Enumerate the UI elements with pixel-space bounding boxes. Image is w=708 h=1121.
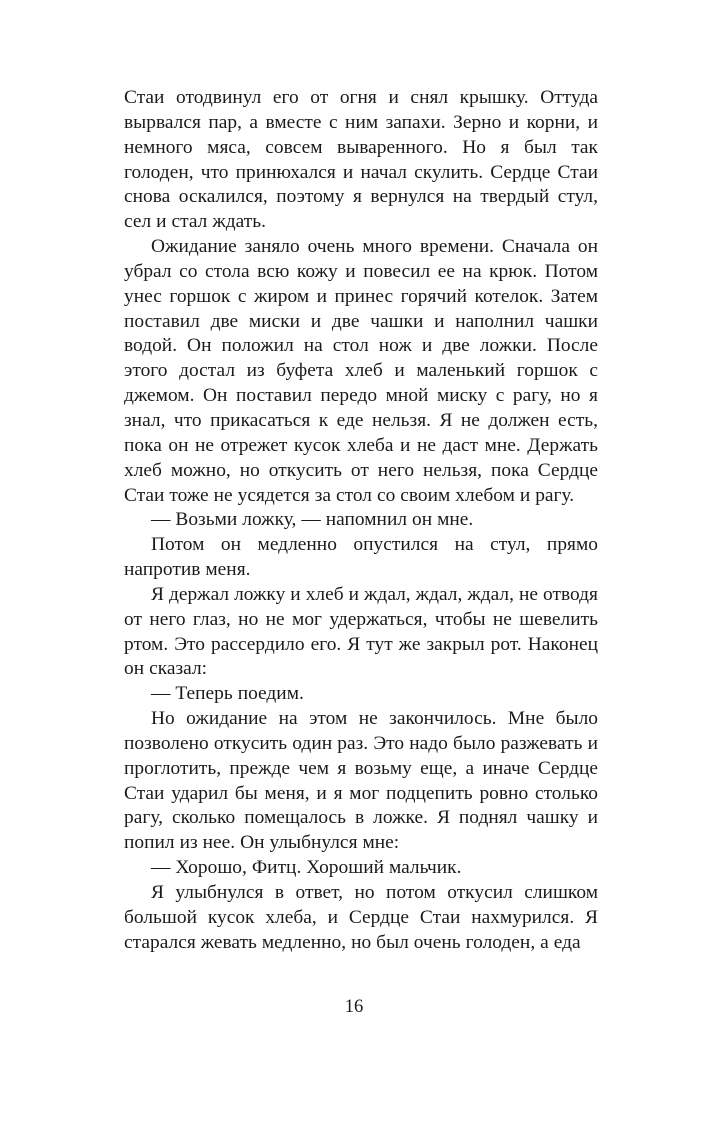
dialogue-paragraph: — Теперь поедим. bbox=[151, 683, 304, 705]
paragraph: Ожидание заняло очень много времени. Сначала он убрал со стола всю кожу и повесил ее на крюк. Потом унес горшок с жиром и принес горячий котелок. Затем поставил две миски и две чашки и наполнил чашки водой. Он положил на стол нож и две ложки. После этого достал из буфета хлеб и маленький горшок с джемом. Он поставил передо мной миску с рагу, но я знал, что прикасаться к еде нельзя. Я не должен есть, пока он не отрежет кусок хлеба и не даст мне. Держать хлеб можно, но откусить от него нельзя, пока Сердце Стаи тоже не усядется за стол со своим хлебом и рагу. bbox=[124, 236, 598, 506]
page-number: 16 bbox=[344, 997, 364, 1017]
paragraph: Но ожидание на этом не закончилось. Мне было позволено откусить один раз. Это надо было разжевать и проглотить, прежде чем я возьму еще, а иначе Сердце Стаи ударил бы меня, и я мог подцепить ровно столько рагу, сколько помещалось в ложке. Я поднял чашку и попил из нее. Он улыбнулся мне: bbox=[124, 708, 598, 854]
dialogue-paragraph: — Возьми ложку, — напомнил он мне. bbox=[151, 509, 474, 531]
page-text-block bbox=[124, 86, 598, 956]
paragraph: Я держал ложку и хлеб и ждал, ждал, ждал, не отводя от него глаз, но не мог удержаться, чтобы не шевелить ртом. Это рассердило его. Я тут же закрыл рот. Наконец он сказал: bbox=[124, 583, 598, 680]
paragraph: Я улыбнулся в ответ, но потом откусил слишком большой кусок хлеба, и Сердце Стаи нахмурился. Я старался жевать медленно, но был очень голоден, а еда bbox=[124, 882, 598, 953]
paragraph: Потом он медленно опустился на стул, прямо напротив меня. bbox=[124, 534, 598, 581]
dialogue-paragraph: — Хорошо, Фитц. Хороший мальчик. bbox=[151, 857, 462, 879]
paragraph: Стаи отодвинул его от огня и снял крышку. Оттуда вырвался пар, а вместе с ним запахи. Зерно и корни, и немного мяса, совсем вываренного. Но я был так голоден, что принюхался и начал скулить. Сердце Стаи снова оскалился, поэтому я вернулся на твердый стул, сел и стал ждать. bbox=[124, 87, 598, 233]
